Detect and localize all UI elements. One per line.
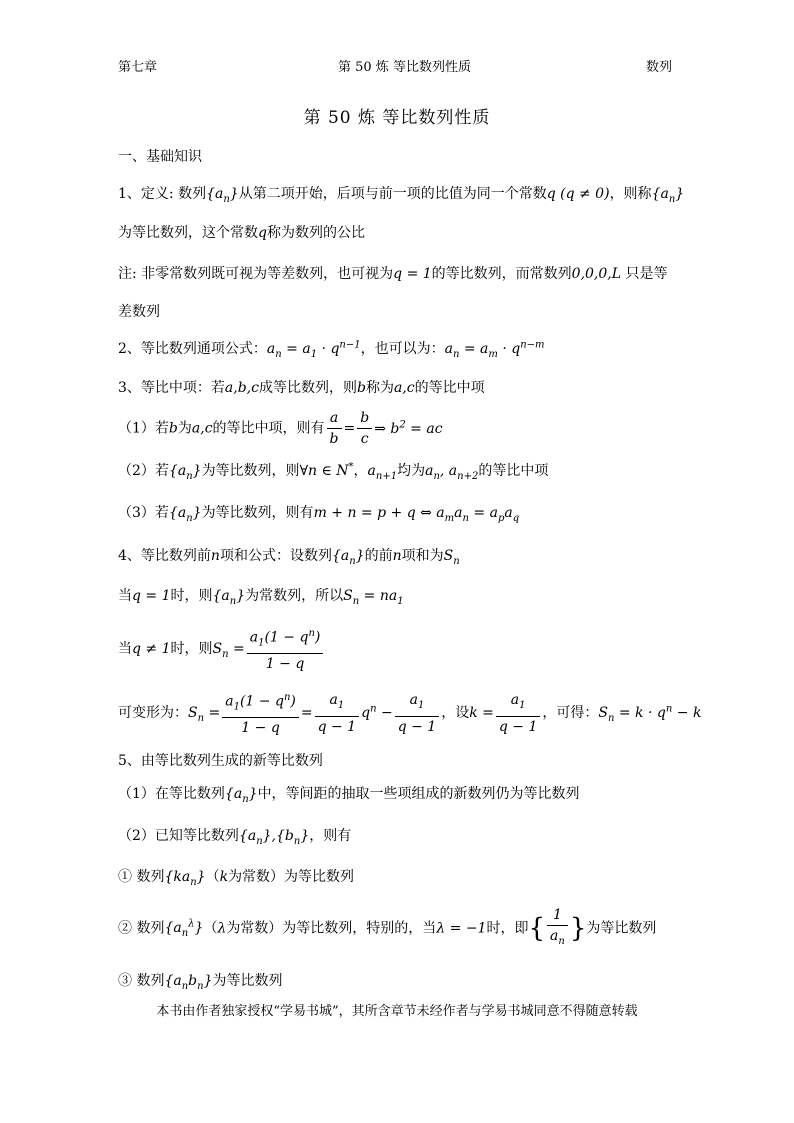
new-sequence-2: （2）已知等比数列$\{a_n\},\{b_n\}$，则有 <box>118 828 352 847</box>
new-sequence-1: （1）在等比数列$\{a_n\}$中，等间距的抽取一些项组成的新数列仍为等比数列 <box>118 786 580 805</box>
new-sequence-heading: 5、由等比数列生成的新等比数列 <box>118 753 323 769</box>
case-q-equals-1: 当q = 1时，则$\{a_n\}$为常数列，所以$S_n = na_1$ <box>118 588 404 607</box>
geometric-mean-line: 3、等比中项：若a,b,c成等比数列，则b称为a,c的等比中项 <box>118 380 485 396</box>
property-3: （3）若$\{a_n\}$为等比数列，则有m + n = p + q ⇔ $a_ma_n = a_pa_q$ <box>118 505 520 524</box>
definition-line-1: 1、定义: 数列$\{a_n\}$从第二项开始，后项与前一项的比值为同一个常数q (q ≠ 0)，则称$\{a_n\}$ <box>118 186 685 205</box>
case-q-not-1: 当q ≠ 1时，则$S_n$ = $\frac{a_1(1 - q^n)}{1 - q}$ <box>118 624 325 674</box>
case-circle-2: ② 数列$\{a_n^\lambda\}(\lambda$为常数）为等比数列，特别的，当λ = −1时，即{ $\frac{1}{a_n}$ }为等比数列 <box>118 907 657 947</box>
copyright-footer: 本书由作者独家授权“学易书城”，其所含章节未经作者与学易书城同意不得随意转载 <box>156 1004 638 1019</box>
note-line-1: 注: 非零常数列既可视为等差数列，也可视为q = 1的等比数列，而常数列0,0,0,L 只是等 <box>118 266 668 282</box>
header-chapter: 第七章 <box>118 60 158 75</box>
general-term-line: 2、等比数列通项公式：$a_n = a_1 \cdot q^{n-1}$，也可以为：$a_n = a_m \cdot q^{n-m}$ <box>118 339 545 360</box>
variant-formula: 可变形为：$S_n$ = $\frac{a_1(1 - q^n)}{1 - q}$ = $\frac{a_1}{q - 1}$ $q^n$ − $\frac{a_1}{q - 1}$ ，设k = $\frac{a_1}{q - 1}$ ，可得：$S_n = k \cdot q^n - k$ <box>118 688 701 738</box>
case-circle-1: ① 数列$\{ka_n\}(k$为常数）为等比数列 <box>118 869 355 888</box>
page-title: 第 50 炼 等比数列性质 <box>303 108 491 128</box>
header-lesson: 第 50 炼 等比数列性质 <box>338 60 471 75</box>
property-2: （2）若$\{a_n\}$为等比数列，则∀n ∈ N*，$a_{n+1}$均为$a_n$, $a_{n+2}$的等比中项 <box>118 461 549 482</box>
case-circle-3: ③ 数列$\{a_nb_n\}$为等比数列 <box>118 973 283 992</box>
note-line-2: 差数列 <box>118 304 160 320</box>
sum-formula-heading: 4、等比数列前n项和公式：设数列$\{a_n\}$的前n项和为$S_n$ <box>118 548 460 567</box>
header-topic: 数列 <box>646 60 673 75</box>
section-heading: 一、基础知识 <box>118 149 202 165</box>
definition-line-2: 为等比数列，这个常数q称为数列的公比 <box>118 225 365 241</box>
property-1: （1）若b为a,c的等比中项，则有 $\frac{a}{b}$ = $\frac{b}{c}$ ⇒ $b^2$ = ac <box>118 410 443 447</box>
